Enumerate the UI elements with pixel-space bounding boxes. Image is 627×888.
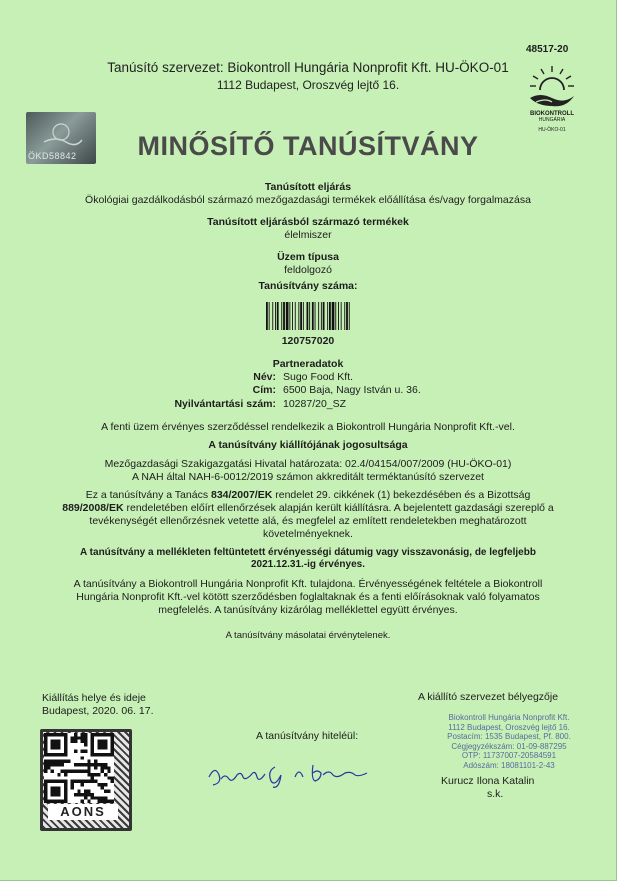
ownership-line-1: A tanúsítvány a Biokontroll Hungária Nonprofit Kft. tulajdona. Érvényességének feltétele a Biokontroll bbox=[73, 578, 543, 590]
qr-module bbox=[81, 733, 84, 736]
qr-module bbox=[51, 786, 61, 796]
qr-module bbox=[84, 790, 87, 793]
authority-line-1: Mezőgazdasági Szakigazgatási Hivatal határozata: 02.4/04154/007/2009 (HU-ÖKO-01) bbox=[104, 458, 512, 470]
qr-module bbox=[87, 770, 90, 773]
qr-module bbox=[44, 770, 47, 773]
qr-module bbox=[74, 770, 77, 773]
logo-code: 48517-20 bbox=[526, 44, 569, 55]
qr-module bbox=[91, 793, 94, 796]
validity-line-2: 2021.12.31.-ig érvényes. bbox=[251, 559, 365, 570]
issuer-line: Tanúsító szervezet: Biokontroll Hungária Nonprofit Kft. HU-ÖKO-01 bbox=[107, 60, 509, 75]
qr-module bbox=[107, 790, 110, 793]
barcode-bar bbox=[332, 302, 335, 330]
barcode-bar bbox=[329, 302, 331, 330]
qr-module bbox=[74, 733, 77, 736]
barcode-bar bbox=[283, 302, 285, 330]
qr-module bbox=[74, 736, 77, 739]
qr-module bbox=[54, 760, 57, 763]
barcode-bar bbox=[327, 302, 328, 330]
qr-module bbox=[94, 780, 97, 783]
partner-name-value: Sugo Food Kft. bbox=[283, 371, 354, 383]
barcode-bar bbox=[300, 302, 302, 330]
qr-module bbox=[87, 773, 90, 776]
authority-line-2: A NAH által NAH-6-0012/2019 számon akkreditált terméktanúsító szervezet bbox=[132, 471, 484, 483]
qr-module bbox=[97, 800, 100, 803]
qr-module bbox=[47, 766, 50, 769]
issue-label: Kiállítás helye és ideje bbox=[42, 692, 146, 704]
qr-module bbox=[47, 760, 50, 763]
qr-module bbox=[91, 796, 94, 799]
qr-module bbox=[61, 770, 64, 773]
barcode-bar bbox=[266, 302, 268, 330]
qr-module bbox=[101, 770, 104, 773]
issue-value: Budapest, 2020. 06. 17. bbox=[42, 705, 154, 717]
qr-module bbox=[81, 793, 84, 796]
products-value: élelmiszer bbox=[284, 229, 332, 241]
qr-module bbox=[47, 763, 50, 766]
barcode-bar bbox=[298, 302, 299, 330]
qr-module bbox=[87, 763, 90, 766]
qr-module bbox=[81, 770, 84, 773]
qr-module bbox=[87, 766, 90, 769]
qr-module bbox=[61, 760, 64, 763]
qr-module bbox=[104, 766, 107, 769]
qr-module bbox=[97, 773, 100, 776]
qr-module bbox=[51, 760, 54, 763]
qr-module bbox=[44, 760, 47, 763]
signatory-suffix: s.k. bbox=[487, 788, 504, 800]
qr-module bbox=[77, 780, 80, 783]
qr-module bbox=[64, 760, 67, 763]
barcode-bar bbox=[272, 302, 273, 330]
qr-module bbox=[67, 760, 70, 763]
barcode-bar bbox=[309, 302, 310, 330]
qr-module bbox=[71, 770, 74, 773]
qr-module bbox=[84, 740, 87, 743]
qr-module bbox=[51, 770, 54, 773]
qr-module bbox=[104, 790, 107, 793]
barcode-bar bbox=[344, 302, 345, 330]
qr-module bbox=[87, 793, 90, 796]
qr-module bbox=[111, 780, 114, 783]
products-label: Tanúsított eljárásból származó termékek bbox=[207, 216, 409, 228]
barcode-bar bbox=[281, 302, 282, 330]
qr-module bbox=[51, 740, 61, 750]
copies-note: A tanúsítvány másolatai érvénytelenek. bbox=[225, 630, 391, 641]
qr-module bbox=[101, 783, 104, 786]
qr-module bbox=[81, 800, 84, 803]
stamp-label: A kiállító szervezet bélyegzője bbox=[418, 691, 559, 703]
qr-module bbox=[97, 763, 100, 766]
qr-module bbox=[61, 763, 64, 766]
qr-module bbox=[107, 800, 110, 803]
qr-module bbox=[77, 793, 80, 796]
partner-name-label: Név: bbox=[253, 371, 276, 383]
partner-registry-label: Nyilvántartási szám: bbox=[174, 398, 276, 410]
partner-heading: Partneradatok bbox=[272, 358, 344, 370]
qr-module bbox=[87, 780, 90, 783]
qr-module bbox=[57, 773, 60, 776]
qr-module bbox=[94, 766, 97, 769]
qr-module bbox=[77, 736, 80, 739]
qr-module bbox=[111, 800, 114, 803]
handwritten-signature bbox=[205, 755, 385, 791]
plant-type-value: feldolgozó bbox=[284, 264, 332, 276]
barcode-bar bbox=[338, 302, 339, 330]
barcode-bar bbox=[277, 302, 279, 330]
qr-module bbox=[84, 750, 87, 753]
qr-module bbox=[107, 770, 110, 773]
qr-module bbox=[77, 770, 80, 773]
qr-module bbox=[94, 796, 97, 799]
barcode-bar bbox=[349, 302, 350, 330]
certified-process-value: Ökológiai gazdálkodásból származó mezőgazdasági termékek előállítása és/vagy forgalmazása bbox=[85, 194, 531, 206]
qr-module bbox=[104, 773, 107, 776]
qr-module bbox=[91, 776, 94, 779]
qr-module bbox=[84, 733, 87, 736]
qr-module bbox=[87, 800, 90, 803]
qr-module bbox=[91, 780, 94, 783]
barcode-bar bbox=[335, 302, 336, 330]
qr-module bbox=[104, 796, 107, 799]
issuer-stamp: Biokontroll Hungária Nonprofit Kft. 1112 Budapest, Oroszvég lejtő 16. Postacím: 1535 Budapest, Pf. 800. Cégjegyzékszám: 01-09-887295 OTP: 11737007-20584591 Adószám: 18081101-2-43 bbox=[447, 713, 571, 770]
barcode-bar bbox=[315, 302, 316, 330]
qr-module bbox=[74, 750, 77, 753]
qr-module bbox=[107, 766, 110, 769]
qr-module bbox=[101, 766, 104, 769]
partner-registry-value: 10287/20_SZ bbox=[283, 398, 347, 410]
qr-module bbox=[81, 756, 84, 759]
qr-module bbox=[94, 760, 97, 763]
qr-module bbox=[84, 796, 87, 799]
qr-module bbox=[57, 763, 60, 766]
qr-module bbox=[101, 800, 104, 803]
qr-module bbox=[74, 763, 77, 766]
barcode-bar bbox=[289, 302, 290, 330]
qr-module bbox=[74, 793, 77, 796]
qr-module bbox=[104, 783, 107, 786]
qr-module bbox=[94, 763, 97, 766]
barcode-bar bbox=[321, 302, 322, 330]
qr-module bbox=[104, 763, 107, 766]
page-title: MINŐSÍTŐ TANÚSÍTVÁNY bbox=[137, 131, 479, 161]
qr-module bbox=[74, 780, 77, 783]
qr-module bbox=[101, 796, 104, 799]
qr-module bbox=[54, 763, 57, 766]
qr-module bbox=[81, 780, 84, 783]
qr-module bbox=[84, 770, 87, 773]
barcode-bar bbox=[323, 302, 325, 330]
plant-type-label: Üzem típusa bbox=[277, 251, 339, 263]
qr-module bbox=[97, 783, 100, 786]
regulation-line-1: Ez a tanúsítvány a Tanács 834/2007/EK rendelet 29. cikkének (1) bekezdésében és a Bizottság bbox=[85, 489, 531, 501]
qr-module bbox=[101, 763, 104, 766]
qr-module bbox=[94, 773, 97, 776]
qr-module bbox=[51, 763, 54, 766]
qr-module bbox=[74, 740, 77, 743]
qr-module bbox=[97, 740, 107, 750]
qr-module bbox=[77, 763, 80, 766]
qr-module bbox=[81, 750, 84, 753]
qr-brand: AONS bbox=[48, 804, 118, 820]
ownership-line-3: megfelelés. A tanúsítvány kizárólag melléklettel együtt érvényes. bbox=[158, 604, 458, 616]
barcode-bar bbox=[318, 302, 319, 330]
issuer-address: 1112 Budapest, Oroszvég lejtő 16. bbox=[216, 78, 400, 92]
qr-module bbox=[64, 770, 67, 773]
barcode-bar bbox=[295, 302, 296, 330]
barcode-bar bbox=[346, 302, 348, 330]
regulation-line-2: 889/2008/EK rendeletében előírt ellenőrzések alapján került kiállításra. A bejelentett gazdasági szereplő a bbox=[62, 502, 554, 514]
qr-module bbox=[81, 783, 84, 786]
contract-sentence: A fenti üzem érvényes szerződéssel rendelkezik a Biokontroll Hungária Nonprofit Kft.-vel. bbox=[101, 421, 515, 433]
qr-module bbox=[84, 736, 87, 739]
qr-module bbox=[44, 766, 47, 769]
qr-module bbox=[77, 790, 80, 793]
qr-module bbox=[101, 786, 104, 789]
certificate-number-label: Tanúsítvány száma: bbox=[258, 280, 358, 292]
validity-line-1: A tanúsítvány a mellékleten feltüntetett érvényességi dátumig vagy visszavonásig, de legfeljebb bbox=[80, 547, 536, 558]
qr-module bbox=[71, 783, 74, 786]
certificate-number-value: 120757020 bbox=[281, 335, 335, 347]
qr-module bbox=[81, 736, 84, 739]
qr-module bbox=[81, 740, 84, 743]
qr-module bbox=[71, 780, 74, 783]
barcode-bar bbox=[303, 302, 304, 330]
qr-module bbox=[84, 780, 87, 783]
partner-address-label: Cím: bbox=[252, 384, 276, 396]
qr-module bbox=[91, 773, 94, 776]
qr-code bbox=[44, 733, 114, 803]
signatory-name: Kurucz Ilona Katalin bbox=[441, 775, 535, 787]
qr-module bbox=[71, 736, 74, 739]
barcode-bar bbox=[341, 302, 342, 330]
qr-module bbox=[104, 800, 107, 803]
qr-module bbox=[71, 786, 74, 789]
barcode-bar bbox=[275, 302, 276, 330]
qr-module bbox=[91, 763, 94, 766]
barcode bbox=[266, 302, 352, 330]
qr-module bbox=[71, 740, 74, 743]
qr-module bbox=[81, 763, 84, 766]
qr-module bbox=[57, 760, 60, 763]
regulation-line-4: követelményeknek. bbox=[263, 528, 353, 540]
ownership-line-2: Hungária Nonprofit Kft.-vel kötött szerződésben foglaltaknak és a fenti előírásoknak való folyamatos bbox=[76, 591, 540, 603]
qr-module bbox=[111, 776, 114, 779]
certified-process-label: Tanúsított eljárás bbox=[264, 181, 352, 193]
partner-address-value: 6500 Baja, Nagy István u. 36. bbox=[283, 384, 421, 396]
authentic-label: A tanúsítvány hiteléül: bbox=[256, 730, 359, 742]
barcode-bar bbox=[307, 302, 309, 330]
qr-module bbox=[97, 796, 100, 799]
qr-module bbox=[84, 743, 87, 746]
regulation-line-3: tevékenységét ellenőrzésnek vetette alá, és megfelel az említett rendeletekben meghatározott bbox=[89, 515, 527, 527]
qr-module bbox=[107, 776, 110, 779]
barcode-bar bbox=[286, 302, 289, 330]
authority-heading: A tanúsítvány kiállítójának jogosultsága bbox=[208, 439, 408, 451]
qr-module bbox=[64, 773, 67, 776]
qr-module bbox=[87, 790, 90, 793]
barcode-bar bbox=[292, 302, 293, 330]
barcode-bar bbox=[269, 302, 270, 330]
qr-module bbox=[44, 763, 47, 766]
qr-module bbox=[84, 763, 87, 766]
qr-module bbox=[84, 793, 87, 796]
barcode-bar bbox=[312, 302, 314, 330]
logo-name: BIOKONTROLL HUNGÁRIA HU-ÖKO-01 bbox=[530, 111, 574, 133]
qr-module bbox=[87, 760, 90, 763]
qr-module bbox=[67, 770, 70, 773]
hologram-code: ÖKD58842 bbox=[28, 151, 77, 161]
